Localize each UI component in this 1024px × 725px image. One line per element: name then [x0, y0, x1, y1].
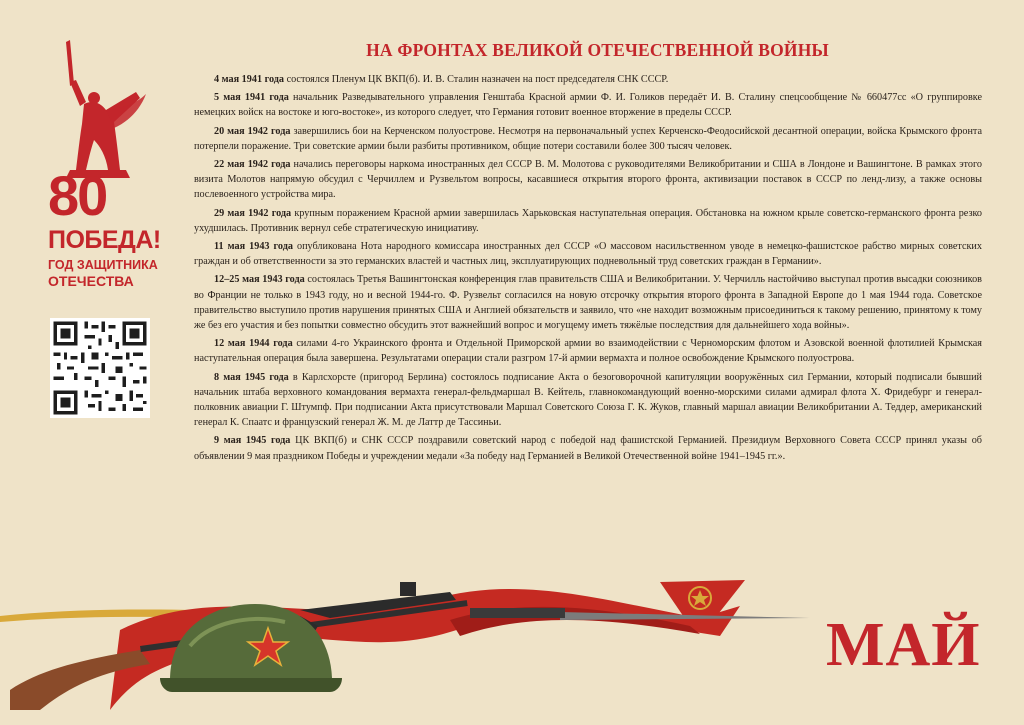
event-text: ЦК ВКП(б) и СНК СССР поздравили советский народ с победой над фашистской Германией. Президиум Верховного Совета СССР принял указы об объявлении 9 мая праздником Победы и учреждении медали «За победу над Германией в Великой Отечественной войне 1941–1945 гг.». [194, 435, 982, 462]
event-paragraph [194, 157, 982, 203]
event-paragraph [194, 272, 982, 333]
event-date: 29 мая 1942 года [214, 207, 292, 219]
qr-code[interactable] [50, 318, 150, 418]
event-date: 12 мая 1944 года [214, 338, 293, 350]
logo-subtitle-line1: ГОД ЗАЩИТНИКА [48, 258, 158, 272]
event-date: 4 мая 1941 года [214, 74, 285, 85]
event-text: начальник Разведывательного управления Генштаба Красной армии Ф. И. Голиков передаёт И. В. Сталину спецсообщение № 660477сс «О группировке немецких войск на востоке и юго-востоке», из которого следует, что Германия готовит военное вторжение в пределы СССР. [194, 92, 982, 119]
events-list [194, 72, 982, 467]
event-date: 8 мая 1945 года [214, 371, 289, 383]
anniversary-number [48, 164, 144, 227]
month-label: МАЙ [826, 611, 981, 679]
event-paragraph [194, 239, 982, 269]
event-paragraph [194, 124, 982, 154]
event-date: 9 мая 1945 года [214, 435, 291, 447]
helmet-brim [160, 678, 342, 692]
smg-sight [400, 582, 416, 596]
event-text: состоялась Третья Вашингтонская конференция глав правительств США и Великобритании. У. Черчилль настойчиво выступал против высадки союзников во Франции не только в 1943 году, но и весной 1944-го. Ф. Рузвельт согласился на новую отсрочку открытия второго фронта в Западной Европе до 1 мая 1944 года. Советское правительство выступило против нарушения принятых США и Англией обязательств и заявило, что «не находит возможным присоединиться к такому решению, принятому к тому же без его участия и без попытки совместно обсудить этот важнейший вопрос и могущему иметь тяжёлые последствия для дальнейшего хода войны». [194, 274, 982, 332]
event-paragraph [194, 90, 982, 120]
event-paragraph [194, 206, 982, 236]
anniversary-number-text: 80 [48, 164, 107, 227]
page-title: НА ФРОНТАХ ВЕЛИКОЙ ОТЕЧЕСТВЕННОЙ ВОЙНЫ [366, 40, 829, 60]
event-date: 22 мая 1942 года [214, 159, 291, 171]
event-paragraph [194, 336, 982, 366]
event-text: силами 4-го Украинского фронта и Отдельной Приморской армии во взаимодействии с Черноморским флотом и Азовской военной флотилией Крымская наступательная операция была завершена. Результатами операции стали разгром 17-й армии вермахта и полное освобождение Крымского полуострова. [194, 338, 982, 365]
event-text: в Карлсхорсте (пригород Берлина) состоялось подписание Акта о безоговорочной капитуляции вооружённых сил Германии, который подписали бывший начальник штаба верховного командования вермахта генерал-фельдмаршал В. Кейтель, главнокомандующий военно-морскими силами адмирал флота Х. Фридебург и генерал-полковник авиации Г. Штумпф. При подписании Акта присутствовали Маршал Советского Союза Г. К. Жуков, главный маршал авиации Великобритании А. Теддер, американский генерал К. Спаатс и французский генерал Ж. М. де Латтр де Тассиньи. [194, 371, 982, 429]
event-paragraph [194, 370, 982, 431]
event-text: начались переговоры наркома иностранных дел СССР В. М. Молотова с руководителями Великобритании и США в Лондоне и Вашингтоне. В рамках этого визита Молотов напрямую обсудил с Черчиллем и Рузвельтом вопросы, касавшиеся открытия второго фронта, активизации поставок в СССР по ленд-лизу, а также основы послевоенного устройства мира. [194, 159, 982, 201]
rifle-receiver [470, 608, 565, 618]
event-paragraph [194, 72, 982, 87]
event-date: 5 мая 1941 года [214, 92, 289, 104]
event-text: состоялся Пленум ЦК ВКП(б). И. В. Сталин назначен на пост председателя СНК СССР. [284, 74, 669, 85]
war-illustration [0, 560, 820, 725]
victory-title: ПОБЕДА! [48, 226, 161, 254]
event-date: 11 мая 1943 года [214, 241, 293, 253]
event-paragraph [194, 433, 982, 463]
event-date: 12–25 мая 1943 года [214, 274, 305, 286]
event-text: завершились бои на Керченском полуострове. Несмотря на первоначальный успех Керченско-Феодосийской десантной операции, войска Крымского фронта потерпели поражение. Три советские армии были разбиты противником, общие потери составили более 300 тысяч человек. [194, 125, 982, 152]
event-text: опубликована Нота народного комиссара иностранных дел СССР «О массовом насильственном уводе в немецко-фашистское рабство мирных советских граждан и об ответственности за это германских властей и частных лиц, эксплуатирующих подневольный труд советских граждан в Германии». [194, 241, 982, 268]
event-date: 20 мая 1942 года [214, 125, 291, 137]
event-text: крупным поражением Красной армии завершилась Харьковская наступательная операция. Обстановка на южном крыле советско-германского фронта резко ухудшилась. Противник вернул себе стратегическую инициативу. [194, 207, 982, 234]
logo-subtitle-line2: ОТЕЧЕСТВА [48, 273, 134, 289]
